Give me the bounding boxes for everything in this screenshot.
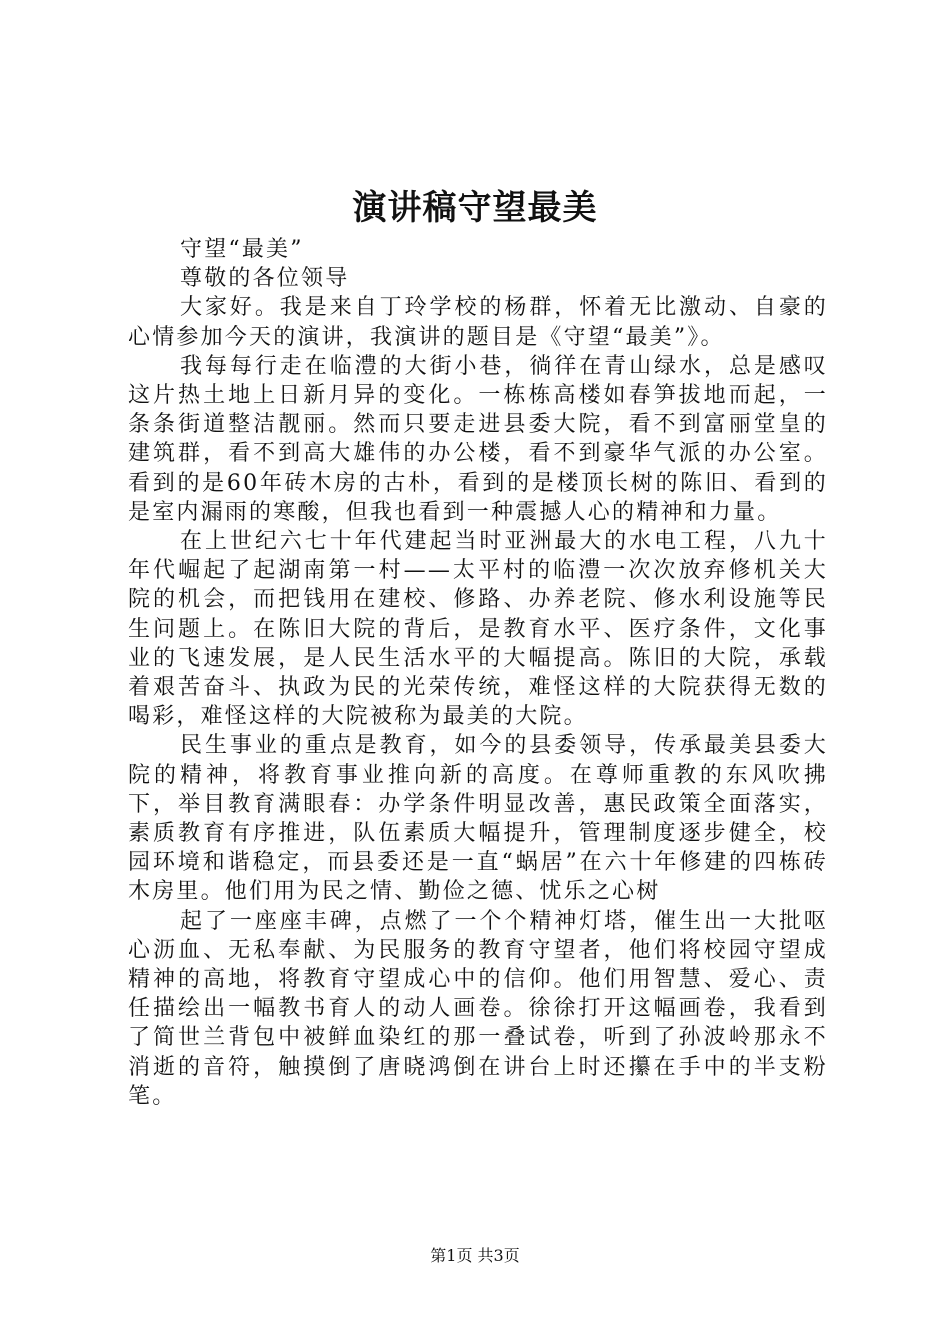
paragraph: 在上世纪六七十年代建起当时亚洲最大的水电工程，八九十年代崛起了起湖南第一村——太平村的临澧一次次放弃修机关大院的机会，而把钱用在建校、修路、办养老院、修水利设施等民生问题上。在陈旧大院的背后，是教育水平、医疗条件，文化事业的飞速发展，是人民生活水平的大幅提高。陈旧的大院，承载着艰苦奋斗、执政为民的光荣传统，难怪这样的大院获得无数的喝彩，难怪这样的大院被称为最美的大院。 [128, 529, 828, 730]
page-number-footer: 第1页 共3页 [430, 1246, 520, 1265]
paragraph: 起了一座座丰碑，点燃了一个个精神灯塔，催生出一大批呕心沥血、无私奉献、为民服务的教育守望者，他们将校园守望成精神的高地，将教育守望成心中的信仰。他们用智慧、爱心、责任描绘出一幅教书育人的动人画卷。徐徐打开这幅画卷，我看到了简世兰背包中被鲜血染红的那一叠试卷，听到了孙波岭那永不消逝的音符，触摸倒了唐晓鸿倒在讲台上时还攥在手中的半支粉笔。 [128, 908, 828, 1109]
paragraph-salutation: 尊敬的各位领导 [180, 266, 350, 292]
document-body [128, 235, 828, 1111]
paragraph: 我每每行走在临澧的大街小巷，徜徉在青山绿水，总是感叹这片热土地上日新月异的变化。一栋栋高楼如春笋拔地而起，一条条街道整洁靓丽。然而只要走进县委大院，看不到富丽堂皇的建筑群，看不到高大雄伟的办公楼，看不到豪华气派的办公室。看到的是60年砖木房的古朴，看到的是楼顶长树的陈旧、看到的是室内漏雨的寒酸，但我也看到一种震撼人心的精神和力量。 [128, 353, 828, 525]
document-title: 演讲稿守望最美 [352, 188, 598, 228]
paragraph: 大家好。我是来自丁玲学校的杨群，怀着无比激动、自豪的心情参加今天的演讲，我演讲的题目是《守望“最美”》。 [128, 295, 828, 350]
paragraph: 民生事业的重点是教育，如今的县委领导，传承最美县委大院的精神，将教育事业推向新的高度。在尊师重教的东风吹拂下，举目教育满眼春：办学条件明显改善，惠民政策全面落实，素质教育有序推进，队伍素质大幅提升，管理制度逐步健全，校园环境和谐稳定，而县委还是一直“蜗居”在六十年修建的四栋砖木房里。他们用为民之情、勤俭之德、忧乐之心树 [128, 733, 828, 905]
paragraph-subtitle: 守望“最美” [180, 237, 304, 262]
